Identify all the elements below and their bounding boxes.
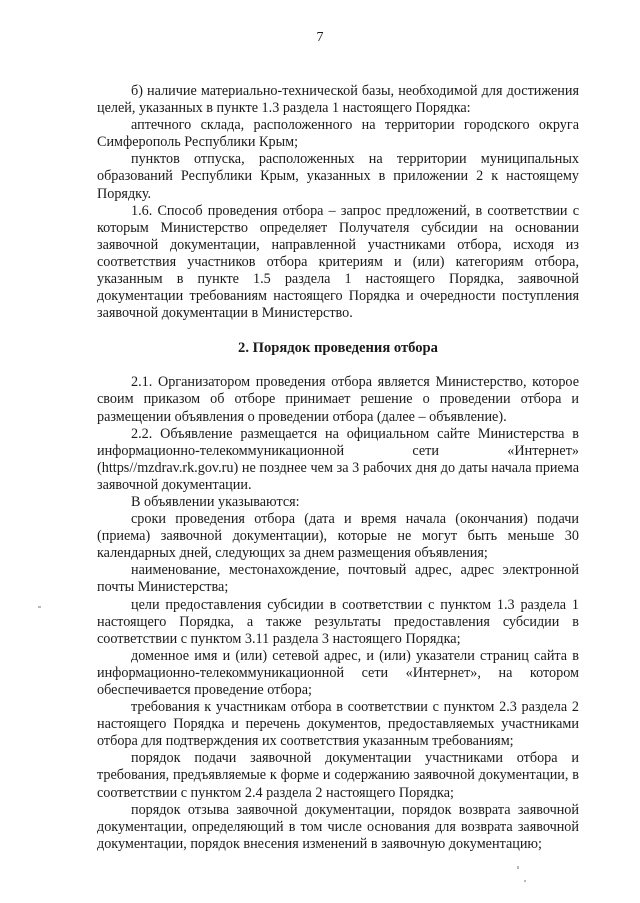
paragraph-1-6-selection-method: 1.6. Способ проведения отбора – запрос предложений, в соответствии с которым Министерство определяет Получателя субсидии на основании заявочной документации, направленной участниками отбора, исходя из соответствия участников отбора критериям и (или) категориям отбора, указанным в пункте 1.5 раздела 1 настоящего Порядка, заявочной документации требованиям настоящего Порядка и очередности поступления заявочной документации в Министерство.	[97, 202, 579, 322]
paragraph-dispensing-points: пунктов отпуска, расположенных на территории муниципальных образований Республики Крым, указанных в приложении 2 к настоящему Порядку.	[97, 151, 579, 202]
list-item-subsidy-goals: цели предоставления субсидии в соответствии с пунктом 1.3 раздела 1 настоящего Порядка, а также результаты предоставления субсидии в соответствии с пунктом 3.11 раздела 3 настоящего Порядка;	[97, 596, 579, 647]
paragraph-announcement-contents: В объявлении указываются:	[131, 493, 300, 510]
page-number: 7	[316, 30, 324, 45]
paragraph-1b-material-base: б) наличие материально-технической базы, необходимой для достижения целей, указанных в пункте 1.3 раздела 1 настоящего Порядка:	[97, 83, 579, 117]
scan-speck	[38, 606, 41, 608]
paragraph-2-2-announcement: 2.2. Объявление размещается на официальном сайте Министерства в информационно-телекоммуникационной сети «Интернет» (https//mzdrav.rk.gov.ru) не позднее чем за 3 рабочих дня до даты начала приема заявочной документации.	[97, 425, 579, 493]
list-item-ministry-contacts: наименование, местонахождение, почтовый адрес, адрес электронной почты Министерства;	[97, 562, 579, 596]
list-item-participant-requirements: требования к участникам отбора в соответствии с пунктом 2.3 раздела 2 настоящего Порядка и перечень документов, предоставляемых участниками отбора для подтверждения их соответствия указанным требованиям;	[97, 699, 579, 750]
scan-speck	[517, 866, 519, 869]
document-body	[97, 83, 579, 853]
list-item-domain-name: доменное имя и (или) сетевой адрес, и (или) указатели страниц сайта в информационно-телекоммуникационной сети «Интернет», на котором обеспечивается проведение отбора;	[97, 647, 579, 698]
list-item-submission-procedure: порядок подачи заявочной документации участниками отбора и требования, предъявляемые к форме и содержанию заявочной документации, в соответствии с пунктом 2.4 раздела 2 настоящего Порядка;	[97, 750, 579, 801]
section-heading: 2. Порядок проведения отбора	[238, 340, 438, 357]
scan-speck	[524, 880, 526, 882]
list-item-deadlines: сроки проведения отбора (дата и время начала (окончания) подачи (приема) заявочной документации), которые не могут быть меньше 30 календарных дней, следующих за днем размещения объявления;	[97, 511, 579, 562]
paragraph-pharmacy-warehouse: аптечного склада, расположенного на территории городского округа Симферополь Республики Крым;	[97, 117, 579, 151]
list-item-withdrawal-procedure: порядок отзыва заявочной документации, порядок возврата заявочной документации, определяющий в том числе основания для возврата заявочной документации, порядок внесения изменений в заявочную документацию;	[97, 801, 579, 852]
paragraph-2-1-organizer: 2.1. Организатором проведения отбора является Министерство, которое своим приказом об отборе принимает решение о проведении отбора и размещении объявления о проведении отбора (далее – объявление).	[97, 374, 579, 425]
